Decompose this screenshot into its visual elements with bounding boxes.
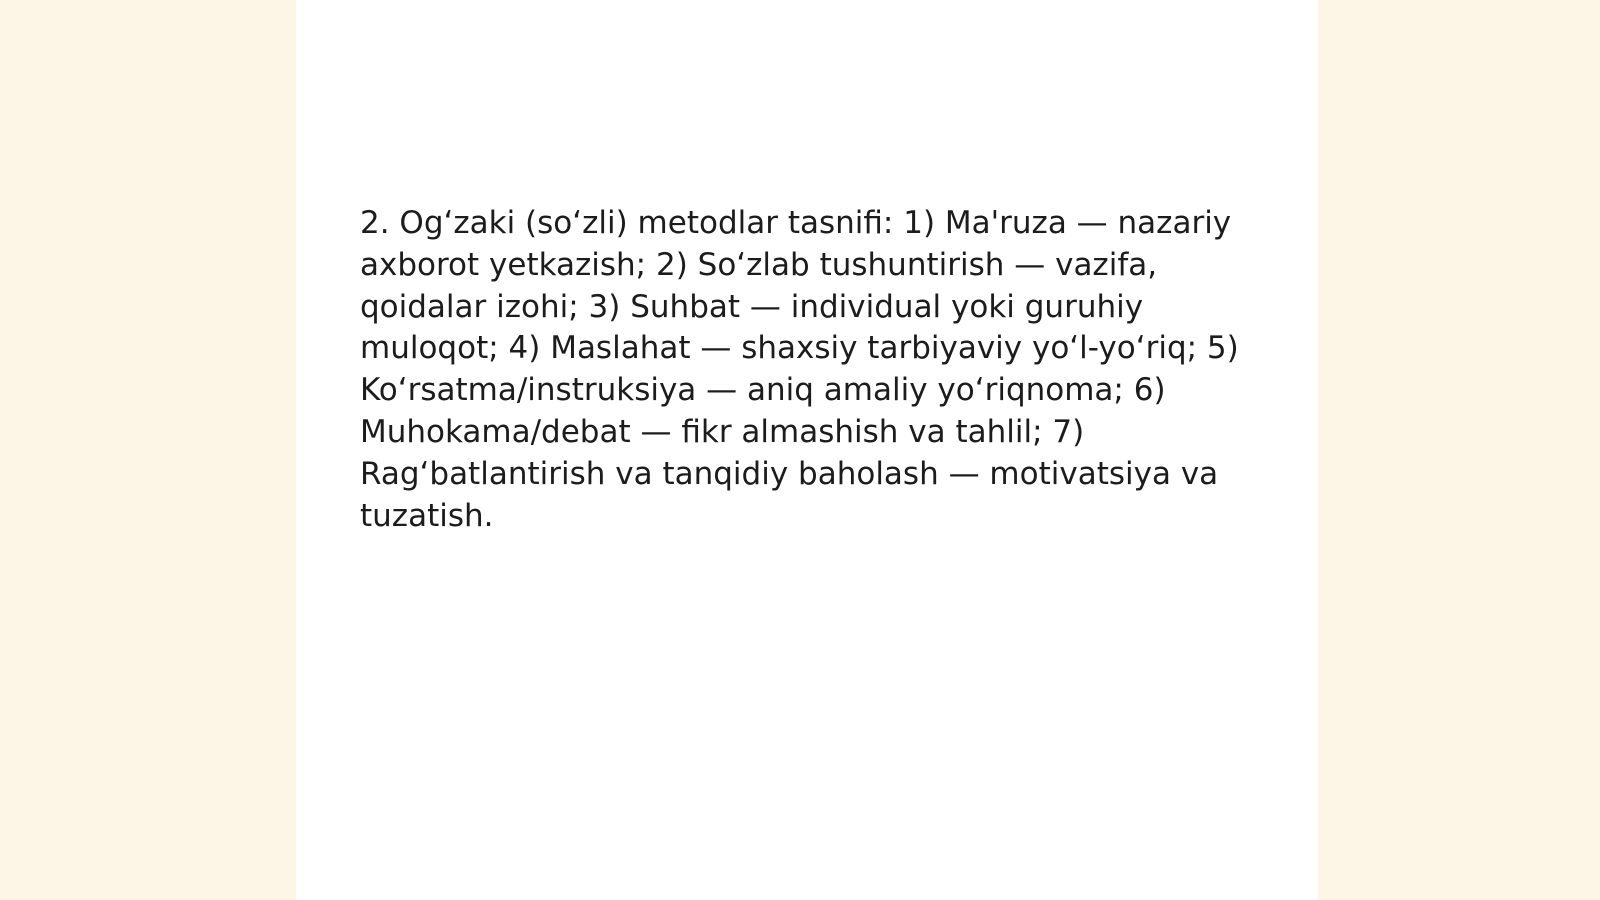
slide-page [296,0,1318,900]
slide-body-text: 2. Og‘zaki (so‘zli) metodlar tasnifi: 1) Ma'ruza — nazariy axborot yetkazish; 2) So‘zlab tushuntirish — vazifa, qoidalar izohi; 3) Suhbat — individual yoki guruhiy muloqot; 4) Maslahat — shaxsiy tarbiyaviy yo‘l-yo‘riq; 5) Ko‘rsatma/instruksiya — aniq amaliy yo‘riqnoma; 6) Muhokama/debat — fikr almashish va tahlil; 7) Rag‘batlantirish va tanqidiy baholash — motivatsiya va tuzatish. [360,205,1239,534]
